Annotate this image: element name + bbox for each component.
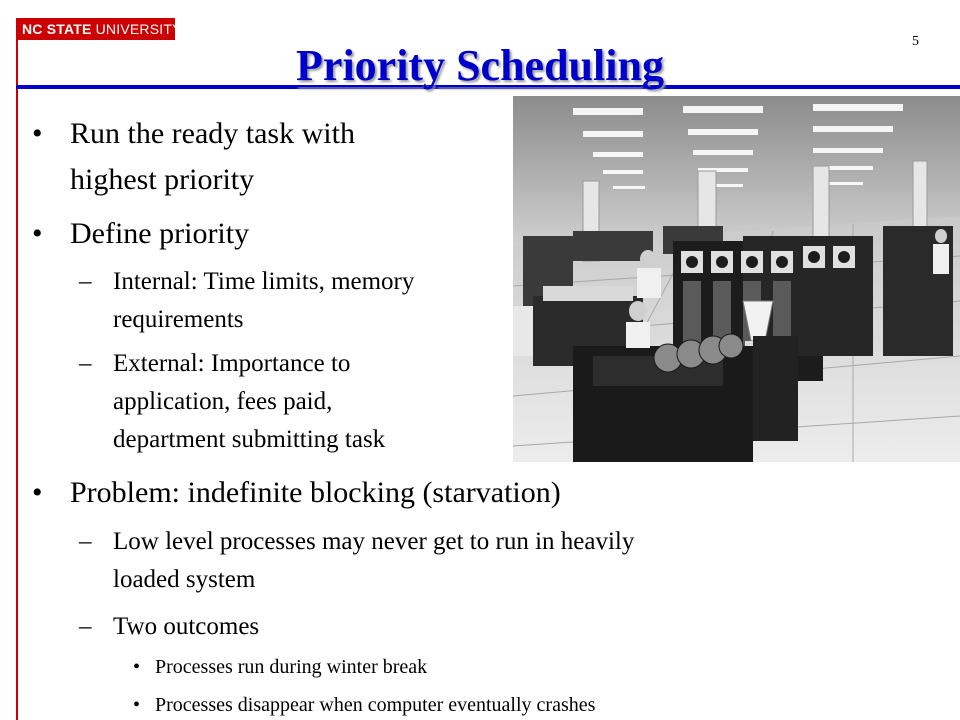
bullet-text: Define priority: [70, 217, 250, 250]
sub-bullet-text: Two outcomes: [113, 613, 260, 640]
logo-bold-text: NC STATE: [22, 21, 92, 37]
outcome-disappear: [133, 690, 596, 720]
sub-bullet-text: requirements: [113, 306, 244, 333]
sub-bullet-internal-continued: [113, 301, 244, 339]
sub-bullet-external: [79, 345, 351, 383]
bullet-text: Problem: indefinite blocking (starvation): [70, 476, 561, 509]
sub-bullet-two-outcomes: [79, 608, 260, 646]
dash-marker: –: [79, 268, 92, 295]
sub-bullet-external-line3: [113, 421, 385, 459]
dash-marker: –: [79, 350, 92, 377]
bullet-run-ready-task: [32, 115, 355, 153]
bullet-problem-starvation: [32, 474, 561, 512]
bullet-marker: •: [32, 117, 43, 150]
bullet-marker: •: [32, 217, 43, 250]
sub-bullet-text: External: Importance to: [113, 350, 351, 377]
sub-bullet-text: loaded system: [113, 566, 256, 593]
sub-bullet-external-line2: [113, 383, 332, 421]
sub-bullet-text: department submitting task: [113, 426, 386, 453]
bullet-run-ready-task-continued: [70, 161, 254, 199]
sub-bullet-low-level-continued: [113, 561, 255, 599]
bullet-marker: •: [133, 694, 141, 716]
page-number: 5: [912, 34, 919, 49]
bullet-define-priority: [32, 215, 250, 253]
slide-title: Priority Scheduling: [296, 41, 664, 90]
sub-bullet-text: Low level processes may never get to run in heavily: [113, 528, 635, 555]
bullet-marker: •: [32, 476, 43, 509]
outcome-text: Processes run during winter break: [155, 656, 428, 678]
sub-bullet-text: application, fees paid,: [113, 388, 333, 415]
outcome-text: Processes disappear when computer eventually crashes: [155, 694, 596, 716]
bullet-text: Run the ready task with: [70, 117, 355, 150]
outcome-winter-break: [133, 652, 428, 682]
bullet-marker: •: [133, 656, 141, 678]
sub-bullet-text: Internal: Time limits, memory: [113, 268, 415, 295]
left-rule: [16, 40, 18, 720]
sub-bullet-internal: [79, 263, 415, 301]
logo-rest-text: UNIVERSITY: [95, 21, 182, 37]
nc-state-logo: [16, 18, 182, 40]
computer-room-photo: [513, 96, 960, 462]
dash-marker: –: [79, 528, 92, 555]
bullet-text: highest priority: [70, 163, 255, 196]
dash-marker: –: [79, 613, 92, 640]
sub-bullet-low-level: [79, 523, 635, 561]
